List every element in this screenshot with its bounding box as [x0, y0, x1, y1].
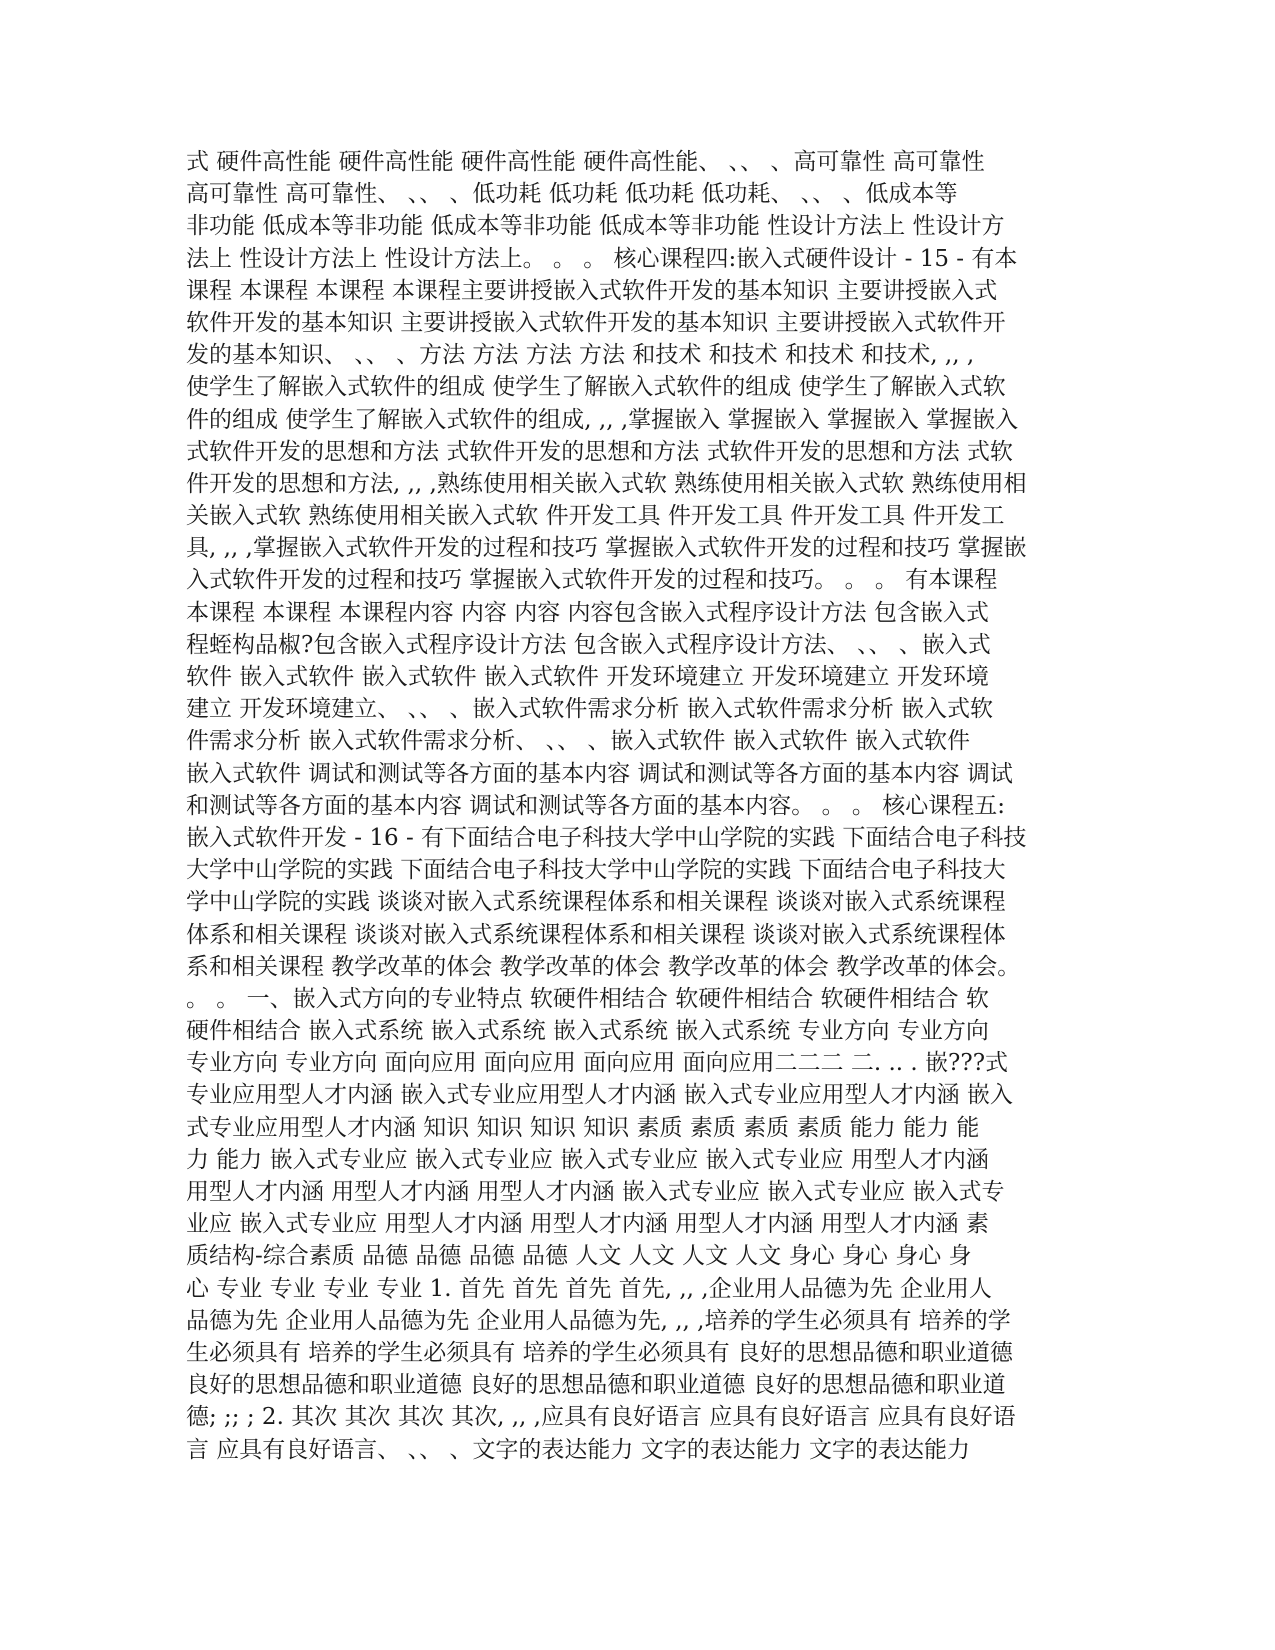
text-line: 软件 嵌入式软件 嵌入式软件 嵌入式软件 开发环境建立 开发环境建立 开发环境: [186, 664, 989, 690]
text-line: 嵌入式软件 调试和测试等各方面的基本内容 调试和测试等各方面的基本内容 调试: [186, 760, 1013, 787]
text-line: 大学中山学院的实践 下面结合电子科技大学中山学院的实践 下面结合电子科技大: [186, 857, 1006, 884]
text-line: 生必须具有 培养的学生必须具有 培养的学生必须具有 良好的思想品德和职业道德: [186, 1339, 1013, 1366]
text-line: 心 专业 专业 专业 专业 1. 首先 首先 首先 首先, ,, ,企业用人品德为先 企业用人: [186, 1275, 992, 1302]
text-line: 建立 开发环境建立、 、、 、嵌入式软件需求分析 嵌入式软件需求分析 嵌入式软: [186, 696, 994, 723]
text-line: 式专业应用型人才内涵 知识 知识 知识 知识 素质 素质 素质 素质 能力 能力 能: [186, 1114, 980, 1141]
text-line: 用型人才内涵 用型人才内涵 用型人才内涵 嵌入式专业应 嵌入式专业应 嵌入式专: [186, 1179, 1005, 1205]
text-line: 式软件开发的思想和方法 式软件开发的思想和方法 式软件开发的思想和方法 式软: [186, 438, 1013, 465]
text-line: 式 硬件高性能 硬件高性能 硬件高性能 硬件高性能、 、、 、高可靠性 高可靠性: [186, 149, 985, 175]
text-line: 非功能 低成本等非功能 低成本等非功能 低成本等非功能 性设计方法上 性设计方: [186, 213, 1005, 240]
text-line: 业应 嵌入式专业应 用型人才内涵 用型人才内涵 用型人才内涵 用型人才内涵 素: [186, 1211, 989, 1238]
text-line: 件需求分析 嵌入式软件需求分析、 、、 、嵌入式软件 嵌入式软件 嵌入式软件: [186, 728, 971, 755]
text-line: 力 能力 嵌入式专业应 嵌入式专业应 嵌入式专业应 嵌入式专业应 用型人才内涵: [186, 1146, 989, 1173]
text-line: 关嵌入式软 熟练使用相关嵌入式软 件开发工具 件开发工具 件开发工具 件开发工: [186, 503, 1005, 530]
text-line: 件开发的思想和方法, ,, ,熟练使用相关嵌入式软 熟练使用相关嵌入式软 熟练使用相: [186, 470, 1027, 497]
text-line: 专业应用型人才内涵 嵌入式专业应用型人才内涵 嵌入式专业应用型人才内涵 嵌入: [186, 1082, 1013, 1109]
text-line: 和测试等各方面的基本内容 调试和测试等各方面的基本内容。 。 。 核心课程五:: [186, 792, 1005, 819]
text-line: 程蛭构品椒?包含嵌入式程序设计方法 包含嵌入式程序设计方法、 、、 、嵌入式: [186, 631, 991, 658]
text-line: 体系和相关课程 谈谈对嵌入式系统课程体系和相关课程 谈谈对嵌入式系统课程体: [186, 921, 1006, 948]
text-line: 软件开发的基本知识 主要讲授嵌入式软件开发的基本知识 主要讲授嵌入式软件开: [186, 309, 1006, 336]
text-line: 本课程 本课程 本课程内容 内容 内容 内容包含嵌入式程序设计方法 包含嵌入式: [186, 599, 989, 626]
text-line: 法上 性设计方法上 性设计方法上。 。 。 核心课程四:嵌入式硬件设计 - 15 - 有本: [186, 245, 1018, 272]
text-line: 使学生了解嵌入式软件的组成 使学生了解嵌入式软件的组成 使学生了解嵌入式软: [186, 374, 1006, 401]
text-line: 课程 本课程 本课程 本课程主要讲授嵌入式软件开发的基本知识 主要讲授嵌入式: [186, 277, 998, 304]
text-line: 言 应具有良好语言、 、、 、文字的表达能力 文字的表达能力 文字的表达能力: [186, 1436, 971, 1463]
text-line: 具, ,, ,掌握嵌入式软件开发的过程和技巧 掌握嵌入式软件开发的过程和技巧 掌握嵌: [186, 535, 1027, 562]
text-line: 入式软件开发的过程和技巧 掌握嵌入式软件开发的过程和技巧。 。 。 有本课程: [186, 567, 998, 594]
text-line: 发的基本知识、 、、 、方法 方法 方法 方法 和技术 和技术 和技术 和技术, ,, ,: [186, 342, 975, 369]
text-line: 高可靠性 高可靠性、 、、 、低功耗 低功耗 低功耗 低功耗、 、、 、低成本等: [186, 181, 958, 208]
text-line: 德; ;; ; 2. 其次 其次 其次 其次, ,, ,应具有良好语言 应具有良好语言 应具有良好语: [186, 1404, 1016, 1431]
text-line: 系和相关课程 教学改革的体会 教学改革的体会 教学改革的体会 教学改革的体会。: [186, 953, 1021, 980]
body-text: [186, 146, 1086, 1466]
text-line: 。 。 一、嵌入式方向的专业特点 软硬件相结合 软硬件相结合 软硬件相结合 软: [186, 985, 989, 1012]
text-line: 学中山学院的实践 谈谈对嵌入式系统课程体系和相关课程 谈谈对嵌入式系统课程: [186, 889, 1006, 916]
text-line: 良好的思想品德和职业道德 良好的思想品德和职业道德 良好的思想品德和职业道: [186, 1372, 1006, 1399]
text-line: 专业方向 专业方向 面向应用 面向应用 面向应用 面向应用二二二 二. .. . 嵌???式: [186, 1050, 1009, 1077]
text-line: 硬件相结合 嵌入式系统 嵌入式系统 嵌入式系统 嵌入式系统 专业方向 专业方向: [186, 1018, 989, 1045]
text-line: 品德为先 企业用人品德为先 企业用人品德为先, ,, ,培养的学生必须具有 培养的学: [186, 1307, 1011, 1334]
text-line: 嵌入式软件开发 - 16 - 有下面结合电子科技大学中山学院的实践 下面结合电子科技: [186, 824, 1027, 851]
text-line: 件的组成 使学生了解嵌入式软件的组成, ,, ,掌握嵌入 掌握嵌入 掌握嵌入 掌握嵌入: [186, 406, 1019, 433]
text-line: 质结构-综合素质 品德 品德 品德 品德 人文 人文 人文 人文 身心 身心 身心 身: [186, 1243, 972, 1270]
